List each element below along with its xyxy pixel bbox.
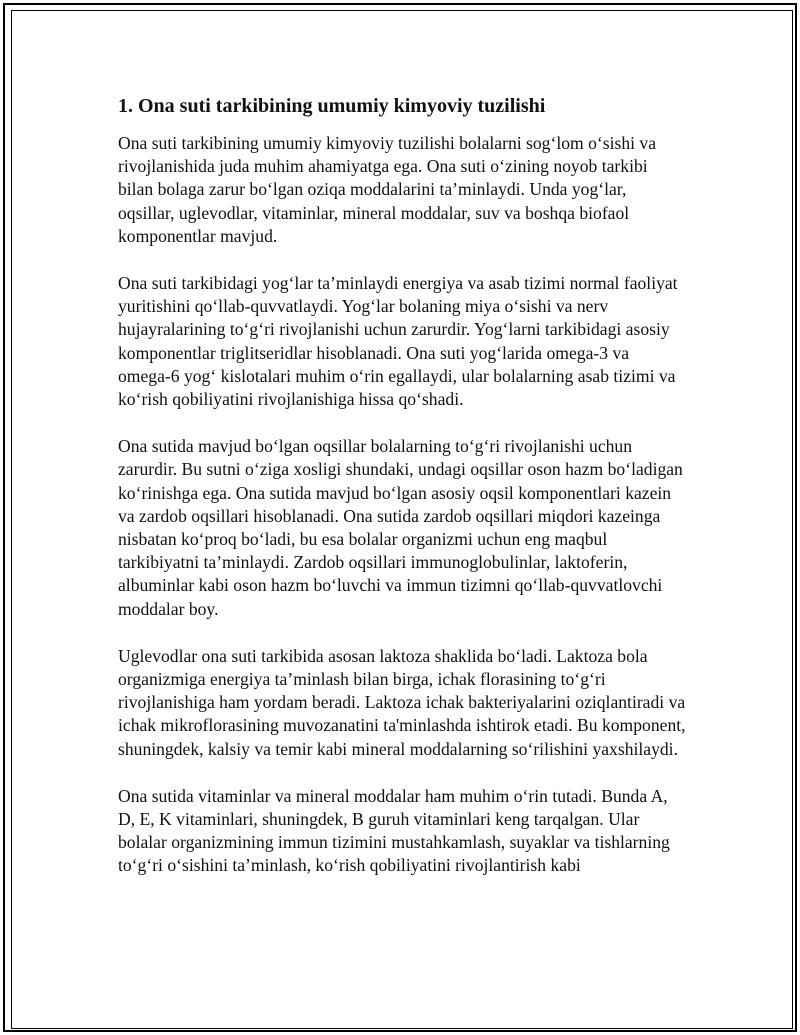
paragraph-fats: Ona suti tarkibidagi yog‘lar ta’minlaydi energiya va asab tizimi normal faoliyat yuritishini qo‘llab-quvvatlaydi. Yog‘lar bolaning miya o‘sishi va nerv hujayralarining to‘g‘ri rivojlanishi uchun zarurdir. Yog‘larni tarkibidagi asosiy komponentlar triglitseridlar hisoblanadi. Ona suti yog‘larida omega-3 va omega-6 yog‘ kislotalari muhim o‘rin egallaydi, ular bolalarning asab tizimi va ko‘rish qobiliyatini rivojlanishiga hissa qo‘shadi. <box>118 273 678 410</box>
paragraph-carbohydrates: Uglevodlar ona suti tarkibida asosan laktoza shaklida bo‘ladi. Laktoza bola organizmiga energiya ta’minlash bilan birga, ichak florasining to‘g‘ri rivojlanishiga ham yordam beradi. Laktoza ichak bakteriyalarini oziqlantiradi va ichak mikroflorasining muvozanatini ta'minlashda ishtirok etadi. Bu komponent, shuningdek, kalsiy va temir kabi mineral moddalarning so‘rilishini yaxshilaydi. <box>118 645 686 759</box>
paragraph-intro: Ona suti tarkibining umumiy kimyoviy tuzilishi bolalarni sog‘lom o‘sishi va rivojlanishida juda muhim ahamiyatga ega. Ona suti o‘zining noyob tarkibi bilan bolaga zarur bo‘lgan oziqa moddalarini ta’minlaydi. Unda yog‘lar, oqsillar, uglevodlar, vitaminlar, mineral moddalar, suv va boshqa biofaol komponentlar mavjud. <box>118 133 657 246</box>
paragraph-proteins: Ona sutida mavjud bo‘lgan oqsillar bolalarning to‘g‘ri rivojlanishi uchun zarurdir. Bu sutni o‘ziga xosligi shundaki, undagi oqsillar oson hazm bo‘ladigan ko‘rinishga ega. Ona sutida mavjud bo‘lgan asosiy oqsil komponentlari kazein va zardob oqsillari hisoblanadi. Ona sutida zardob oqsillari miqdori kazeinga nisbatan ko‘proq bo‘ladi, bu esa bolalar organizmi uchun eng maqbul tarkibiyatni ta’minlaydi. Zardob oqsillari immunoglobulinlar, laktoferin, albuminlar kabi oson hazm bo‘luvchi va immun tizimni qo‘llab-quvvatlovchi moddalar boy. <box>118 436 683 619</box>
document-body <box>118 92 686 902</box>
paragraph-vitamins: Ona sutida vitaminlar va mineral moddalar ham muhim o‘rin tutadi. Bunda A, D, E, K vitaminlari, shuningdek, B guruh vitaminlari keng tarqalgan. Ular bolalar organizmining immun tizimini mustahkamlash, suyaklar va tishlarning to‘g‘ri o‘sishini ta’minlash, ko‘rish qobiliyatini rivojlantirish kabi <box>118 785 670 876</box>
section-heading: 1. Ona suti tarkibining umumiy kimyoviy tuzilishi <box>118 95 546 117</box>
